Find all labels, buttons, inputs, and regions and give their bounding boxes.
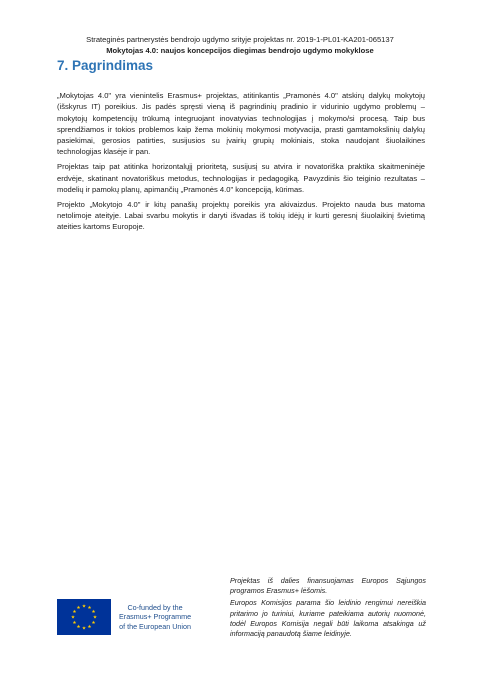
header-project-line: Strateginės partnerystės bendrojo ugdymo srityje projektas nr. 2019-1-PL01-KA201-065137: [86, 35, 394, 44]
funding-disclaimer: [230, 576, 426, 641]
disclaimer-funding: Projektas iš dalies finansuojamas Europos Sąjungos programos Erasmus+ lėšomis.: [230, 576, 426, 596]
eu-flag-icon: [57, 599, 111, 635]
paragraph: Projekto „Mokytojo 4.0" ir kitų panašių projektų poreikis yra akivaizdus. Projekto nauda bus matoma netolimoje ateityje. Labai svarbu mokytis ir daryti išvadas iš tokių idėjų ir kurti geresnį šiuolaikinį švietimą ateities kartoms Europoje.: [57, 199, 425, 232]
cofunded-text: [119, 603, 191, 632]
paragraph: Projektas taip pat atitinka horizontalųjį prioritetą, susijusį su atvira ir novatoriška praktika skaitmeninėje erdvėje, skatinant novatoriškus metodus, technologijas ir pedagogiką. Pavyzdinis šio teiginio rezultatas – modelių ir pamokų planų, apimančių „Pramonės 4.0" koncepciją, kūrimas.: [57, 162, 425, 194]
cofunded-line-1: Co-funded by the: [127, 602, 183, 612]
section-title: 7. Pagrindimas: [57, 58, 154, 73]
page-header: [40, 34, 440, 56]
disclaimer-responsibility: Europos Komisijos parama šio leidinio rengimui nereiškia pritarimo jo turiniui, kuriame pateikiama autorių nuomonė, todėl Europos Komisija negali būti laikoma atsakinga už informaciją panaudotą šiame leidinyje.: [230, 598, 426, 639]
cofunded-line-3: of the European Union: [119, 621, 192, 631]
paragraph: „Mokytojas 4.0" yra vienintelis Erasmus+ projektas, atitinkantis „Pramonės 4.0" atskirų dalykų mokytojų (išskyrus IT) poreikius. Jis padės spręsti vieną iš pagrindinių pradinio ir vidurinio ugdymo problemų – mokytojų kompetencijų trūkumą integruojant inovatyvias technologijas į mokymo/si procesą. Taip bus sprendžiamos ir tokios problemos kaip žema mokinių mokymosi motyvacija, prasti gamtamokslinių dalykų pasiekimai, gerosios patirties, susijusios su įvairių grupių mokiniais, stoka naudojant šiuolaikines technologijas klasėje ir pan.: [57, 91, 425, 157]
section-body: [57, 90, 425, 236]
header-title-line: Mokytojas 4.0: naujos koncepcijos diegimas bendrojo ugdymo mokyklose: [106, 46, 374, 55]
cofunded-line-2: Erasmus+ Programme: [119, 612, 192, 622]
erasmus-logo: [57, 600, 192, 634]
